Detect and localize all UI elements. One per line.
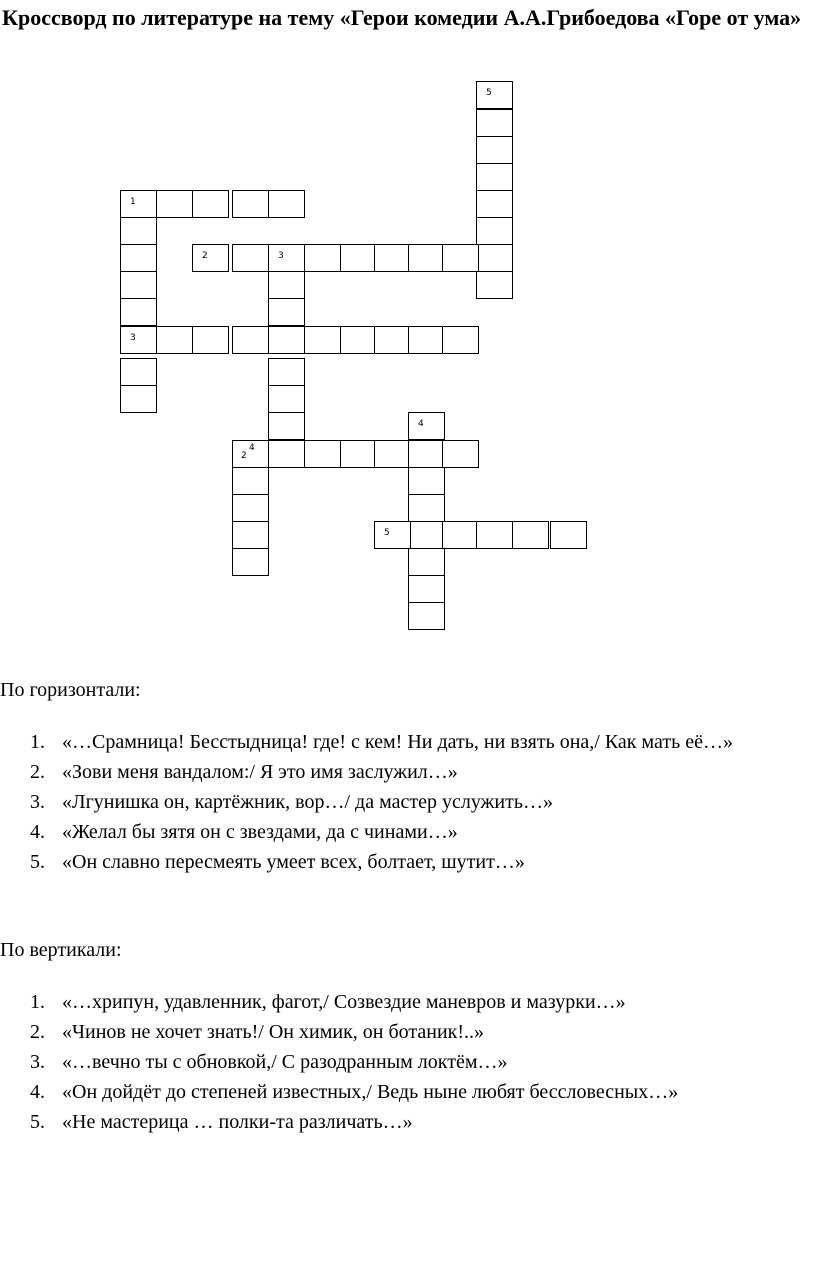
grid-cell[interactable] [268,326,305,354]
grid-cell[interactable] [340,244,377,272]
grid-cell[interactable] [442,521,479,549]
clue-item-text: «Зови меня вандалом:/ Я это имя заслужил…» [62,761,458,783]
grid-cell[interactable] [120,326,157,354]
grid-cell[interactable] [442,244,479,272]
grid-cell[interactable] [442,440,479,468]
grid-cell[interactable] [476,163,513,191]
grid-cell[interactable] [120,358,157,386]
clue-item [0,727,814,757]
clue-item-number: 1. [30,731,45,753]
clue-item [0,1017,814,1047]
clue-number: 1 [130,197,136,207]
grid-cell[interactable] [476,109,513,137]
grid-cell[interactable] [340,326,377,354]
grid-cell[interactable] [476,81,513,109]
grid-cell[interactable] [268,440,305,468]
grid-cell[interactable] [476,190,513,218]
clue-item-number: 5. [30,851,45,873]
clue-item-text: «…Срамница! Бесстыдница! где! с кем! Ни дать, ни взять она,/ Как мать её…» [62,731,733,753]
grid-cell[interactable] [192,326,229,354]
grid-cell[interactable] [120,385,157,413]
grid-cell[interactable] [120,190,157,218]
clue-item-number: 4. [30,1081,45,1103]
grid-cell[interactable] [476,136,513,164]
clue-item [0,1107,814,1137]
clue-number: 2 [241,451,247,461]
grid-cell[interactable] [232,467,269,495]
grid-cell[interactable] [304,440,341,468]
grid-cell[interactable] [232,440,269,468]
grid-cell[interactable] [120,298,157,326]
clue-number: 4 [418,419,424,429]
grid-cell[interactable] [476,271,513,299]
grid-cell[interactable] [550,521,587,549]
grid-cell[interactable] [232,548,269,576]
clue-number: 3 [278,251,284,261]
grid-cell[interactable] [374,521,411,549]
grid-cell[interactable] [192,244,229,272]
grid-cell[interactable] [408,244,445,272]
grid-cell[interactable] [442,326,479,354]
grid-cell[interactable] [304,244,341,272]
clue-number: 3 [130,333,136,343]
clue-item [0,817,814,847]
vertical-heading: По вертикали: [0,939,122,961]
grid-cell[interactable] [476,521,513,549]
grid-cell[interactable] [408,548,445,576]
grid-cell[interactable] [408,521,445,549]
grid-cell[interactable] [340,440,377,468]
clue-item-text: «Не мастерица … полки-та различать…» [62,1111,413,1133]
grid-cell[interactable] [408,575,445,603]
clue-item-text: «…хрипун, удавленник, фагот,/ Созвездие маневров и мазурки…» [62,991,626,1013]
grid-cell[interactable] [120,244,157,272]
grid-cell[interactable] [120,271,157,299]
grid-cell[interactable] [268,412,305,440]
clue-item-number: 5. [30,1111,45,1133]
grid-cell[interactable] [374,244,411,272]
clue-item [0,787,814,817]
clue-item [0,757,814,787]
grid-cell[interactable] [374,440,411,468]
grid-cell[interactable] [268,271,305,299]
clue-item [0,847,814,877]
grid-cell[interactable] [408,467,445,495]
grid-cell[interactable] [268,358,305,386]
clue-item-number: 3. [30,1051,45,1073]
clue-item [0,1047,814,1077]
grid-cell[interactable] [232,494,269,522]
clue-item-number: 4. [30,821,45,843]
grid-cell[interactable] [476,244,513,272]
grid-cell[interactable] [120,217,157,245]
clue-item-number: 1. [30,991,45,1013]
grid-cell[interactable] [408,440,445,468]
grid-cell[interactable] [232,326,269,354]
clue-number: 2 [202,251,208,261]
horizontal-clues-list [0,727,814,877]
clue-item-text: «Чинов не хочет знать!/ Он химик, он ботаник!..» [62,1021,485,1043]
grid-cell[interactable] [156,326,193,354]
clue-item-number: 3. [30,791,45,813]
horizontal-heading: По горизонтали: [0,679,141,701]
grid-cell[interactable] [268,298,305,326]
grid-cell[interactable] [232,521,269,549]
grid-cell[interactable] [268,190,305,218]
clue-item-text: «Желал бы зятя он с звездами, да с чинами…» [62,821,458,843]
grid-cell[interactable] [408,494,445,522]
clue-item-text: «Он дойдёт до степеней известных,/ Ведь ныне любят бессловесных…» [62,1081,679,1103]
clue-item [0,987,814,1017]
grid-cell[interactable] [512,521,549,549]
clue-item-number: 2. [30,1021,45,1043]
grid-cell[interactable] [374,326,411,354]
clue-item-text: «Лгунишка он, картёжник, вор…/ да мастер услужить…» [62,791,553,813]
clue-item [0,1077,814,1107]
clue-number: 5 [384,528,390,538]
grid-cell[interactable] [232,190,269,218]
grid-cell[interactable] [156,190,193,218]
clue-item-text: «…вечно ты с обновкой,/ С разодранным локтём…» [62,1051,508,1073]
vertical-clues-list [0,987,814,1137]
grid-cell[interactable] [304,326,341,354]
grid-cell[interactable] [192,190,229,218]
grid-cell[interactable] [232,244,269,272]
clue-item-number: 2. [30,761,45,783]
clue-number: 4 [249,443,255,453]
grid-cell[interactable] [408,412,445,440]
grid-cell[interactable] [268,385,305,413]
grid-cell[interactable] [408,326,445,354]
clue-number: 5 [486,88,492,98]
grid-cell[interactable] [476,217,513,245]
grid-cell[interactable] [408,602,445,630]
clue-item-text: «Он славно пересмеять умеет всех, болтает, шутит…» [62,851,525,873]
page-title: Кроссворд по литературе на тему «Герои комедии А.А.Грибоедова «Горе от ума» [2,5,802,30]
grid-cell[interactable] [268,244,305,272]
